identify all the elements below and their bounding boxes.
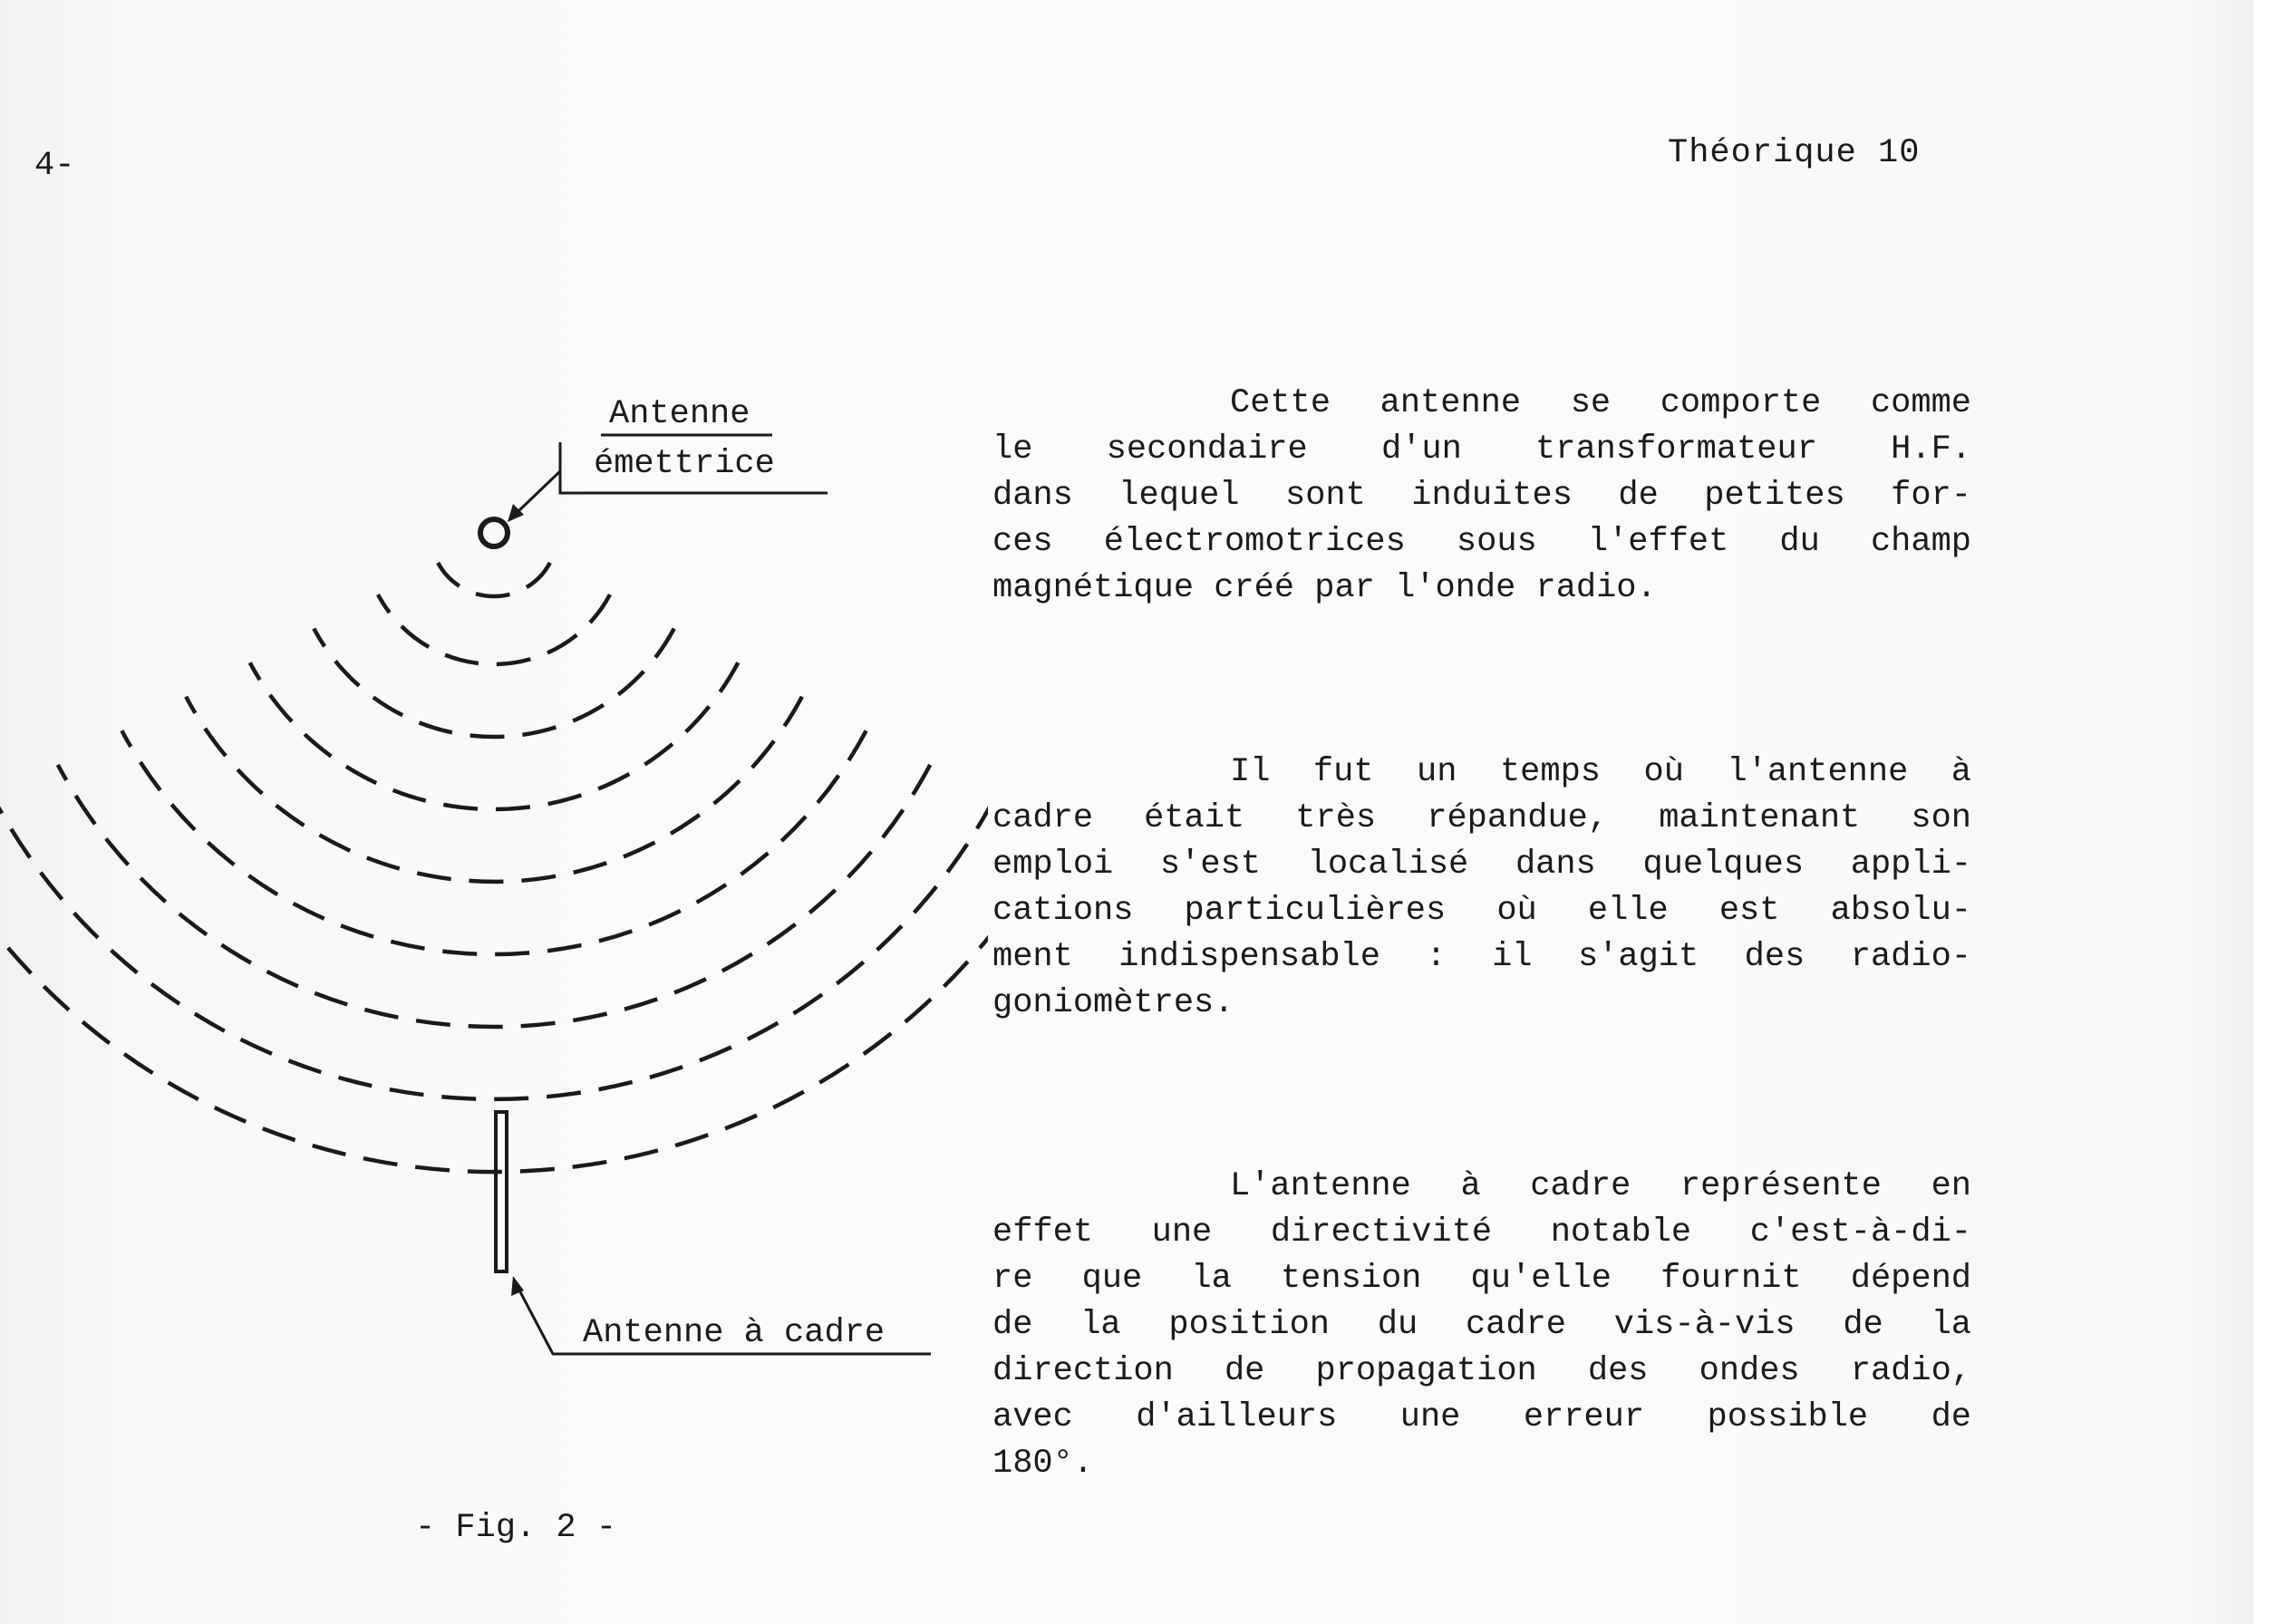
wavefront-arc-3 [314, 629, 673, 737]
paragraph-line: Cette antenne se comporte comme [1230, 384, 1971, 422]
wavefront-arc-1 [438, 563, 550, 596]
paragraph-line: emploi s'est localisé dans quelques appli- [992, 846, 1971, 884]
paragraph-line: ces électromotrices sous l'effet du champ [992, 523, 1971, 561]
paragraph-1 [992, 381, 1971, 612]
paragraph-line: de la position du cadre vis-à-vis de la [992, 1306, 1971, 1344]
wavefront-arc-2 [378, 594, 610, 664]
paragraph-line: avec d'ailleurs une erreur possible de [992, 1398, 1971, 1436]
emitter-pointer-line [518, 471, 560, 511]
paragraph-line: L'antenne à cadre représente en [1230, 1167, 1971, 1205]
paragraph-line: dans lequel sont induites de petites for- [992, 477, 1971, 515]
wavefront-arc-8 [0, 798, 988, 1099]
paragraph-3 [992, 1164, 1971, 1487]
emitter-label-line1: Antenne [609, 395, 750, 433]
paragraph-line: magnétique créé par l'onde radio. [992, 569, 1657, 607]
paragraph-line: cations particulières où elle est absolu- [992, 892, 1971, 930]
paragraph-line: direction de propagation des ondes radio, [992, 1352, 1971, 1390]
wavefront-arcs [0, 563, 988, 1172]
paragraph-line: le secondaire d'un transformateur H.F. [992, 430, 1971, 469]
section-header: Théorique 10 [1668, 134, 1921, 172]
paragraph-line: re que la tension qu'elle fournit dépend [992, 1260, 1971, 1298]
paragraph-line: effet une directivité notable c'est-à-di- [992, 1213, 1971, 1252]
loop-antenna-label: Antenne à cadre [583, 1314, 886, 1352]
wavefront-arc-5 [186, 697, 802, 882]
figure-caption: - Fig. 2 - [415, 1509, 617, 1547]
wave-propagation-figure [0, 0, 988, 1624]
page-edge [2253, 0, 2275, 1624]
paragraph-line: Il fut un temps où l'antenne à [1230, 753, 1971, 791]
paragraph-line: ment indispensable : il s'agit des radio- [992, 938, 1971, 976]
page-number: 4- [34, 147, 75, 185]
paragraph-2 [992, 749, 1971, 1027]
paragraph-line: cadre était très répandue, maintenant son [992, 799, 1971, 837]
emitter-antenna-icon [480, 519, 508, 546]
paragraph-line: goniomètres. [992, 984, 1234, 1022]
loop-antenna-frame [496, 1112, 507, 1271]
emitter-label-line2: émettrice [594, 445, 775, 483]
paragraph-line: 180°. [992, 1445, 1094, 1483]
wavefront-arc-7 [58, 765, 930, 1027]
